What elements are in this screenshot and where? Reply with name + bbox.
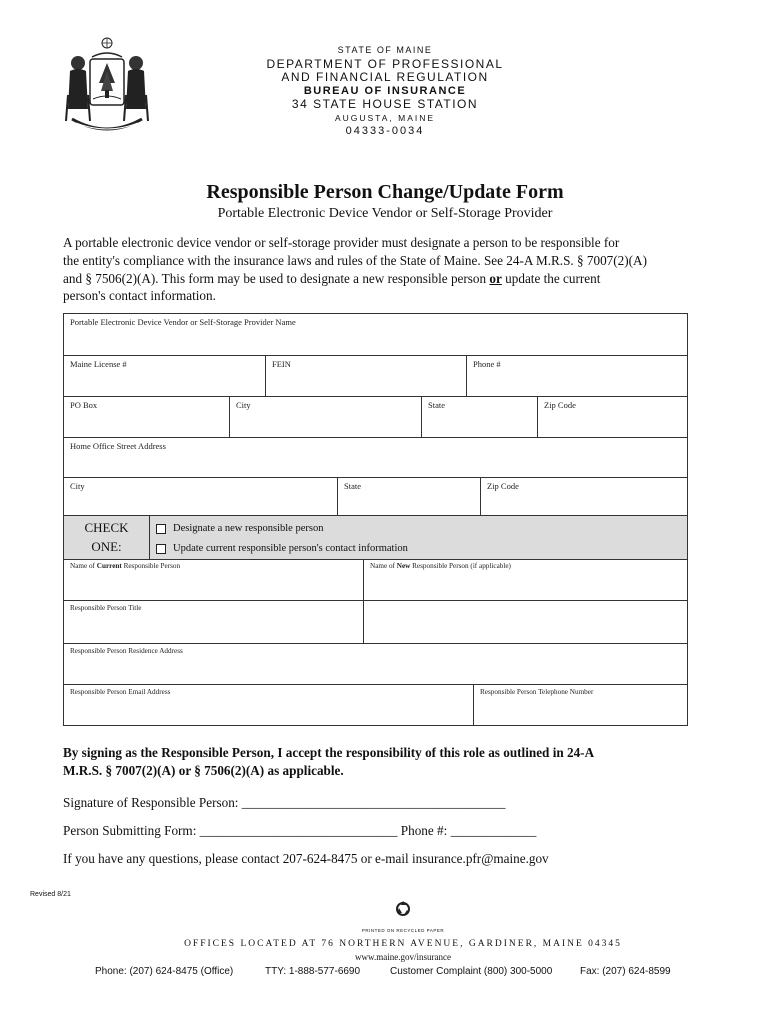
- home-office-street-field[interactable]: Home Office Street Address: [64, 438, 687, 478]
- office-zip-field[interactable]: Zip Code: [481, 478, 687, 516]
- vendor-name-field[interactable]: Portable Electronic Device Vendor or Self-Storage Provider Name: [64, 314, 687, 356]
- department-line-1: DEPARTMENT OF PROFESSIONAL: [266, 56, 504, 71]
- city-field[interactable]: City: [230, 397, 422, 438]
- intro-line: the entity's compliance with the insurance laws and rules of the State of Maine. See 24-A M.R.S. § 7007(2)(A): [63, 252, 647, 268]
- new-person-name-field[interactable]: Name of New Responsible Person (if applicable): [364, 559, 687, 601]
- intro-paragraph: [63, 234, 693, 305]
- agency-header: [220, 44, 550, 139]
- email-field[interactable]: Responsible Person Email Address: [64, 685, 474, 725]
- zip-code: 04333-0034: [345, 125, 425, 137]
- intro-line: person's contact information.: [63, 288, 216, 304]
- office-city-field[interactable]: City: [64, 478, 338, 516]
- contact-line: If you have any questions, please contact 207-624-8475 or e-mail insurance.pfr@maine.gov: [63, 851, 549, 866]
- maine-license-field[interactable]: Maine License #: [64, 356, 266, 397]
- intro-line: A portable electronic device vendor or self-storage provider must designate a person to be responsible for: [63, 235, 620, 250]
- office-phone: Phone: (207) 624-8475 (Office): [95, 966, 234, 977]
- state-field[interactable]: State: [422, 397, 538, 438]
- check-one-label: CHECK ONE:: [64, 516, 150, 559]
- person-title-field[interactable]: Responsible Person Title: [64, 601, 364, 644]
- zip-code-field[interactable]: Zip Code: [538, 397, 687, 438]
- office-address: OFFICES LOCATED AT 76 NORTHERN AVENUE, GARDINER, MAINE 04345: [184, 939, 622, 949]
- fein-field[interactable]: FEIN: [266, 356, 467, 397]
- complaint-phone: Customer Complaint (800) 300-5000: [390, 966, 553, 977]
- update-option[interactable]: Update current responsible person's contact information: [156, 543, 408, 554]
- update-checkbox[interactable]: [156, 544, 166, 554]
- designate-checkbox[interactable]: [156, 524, 166, 534]
- person-title-blank[interactable]: [364, 601, 687, 644]
- recycle-icon: [393, 897, 413, 919]
- residence-address-field[interactable]: Responsible Person Residence Address: [64, 644, 687, 685]
- intro-line: and § 7506(2)(A). This form may be used to designate a new responsible person or update the current: [63, 270, 601, 286]
- state-name: STATE OF MAINE: [337, 45, 433, 55]
- current-person-name-field[interactable]: Name of Current Responsible Person: [64, 559, 364, 601]
- form-title: Responsible Person Change/Update Form: [206, 181, 564, 203]
- state-of-maine-seal: [62, 35, 152, 135]
- office-state-field[interactable]: State: [338, 478, 481, 516]
- phone-field[interactable]: Phone #: [467, 356, 687, 397]
- responsible-person-form: [63, 313, 688, 726]
- revision-date: Revised 8/21: [30, 891, 71, 898]
- department-line-2: AND FINANCIAL REGULATION: [281, 70, 489, 84]
- po-box-field[interactable]: PO Box: [64, 397, 230, 438]
- station-address: 34 STATE HOUSE STATION: [291, 97, 479, 111]
- or-emphasis: or: [489, 270, 502, 286]
- telephone-field[interactable]: Responsible Person Telephone Number: [480, 688, 594, 696]
- form-subtitle: Portable Electronic Device Vendor or Self-Storage Provider: [217, 206, 553, 221]
- designate-option[interactable]: Designate a new responsible person: [156, 523, 323, 534]
- website: www.maine.gov/insurance: [355, 952, 451, 962]
- check-one-section: [64, 516, 687, 560]
- fax-number: Fax: (207) 624-8599: [580, 966, 671, 977]
- city-state: AUGUSTA, MAINE: [334, 112, 436, 123]
- signature-line[interactable]: Signature of Responsible Person: ________________________________________: [63, 795, 506, 810]
- submitter-line[interactable]: Person Submitting Form: ______________________________ Phone #: _____________: [63, 823, 537, 838]
- tty-phone: TTY: 1-888-577-6690: [265, 966, 361, 977]
- bureau-name: BUREAU OF INSURANCE: [303, 84, 467, 97]
- acceptance-statement: By signing as the Responsible Person, I accept the responsibility of this role as outlined in 24-A M.R.S. § 7007(2)(A) or § 7506(2)(A) as applicable.: [63, 745, 595, 778]
- printed-on-recycled-paper: PRINTED ON RECYCLED PAPER: [361, 928, 445, 933]
